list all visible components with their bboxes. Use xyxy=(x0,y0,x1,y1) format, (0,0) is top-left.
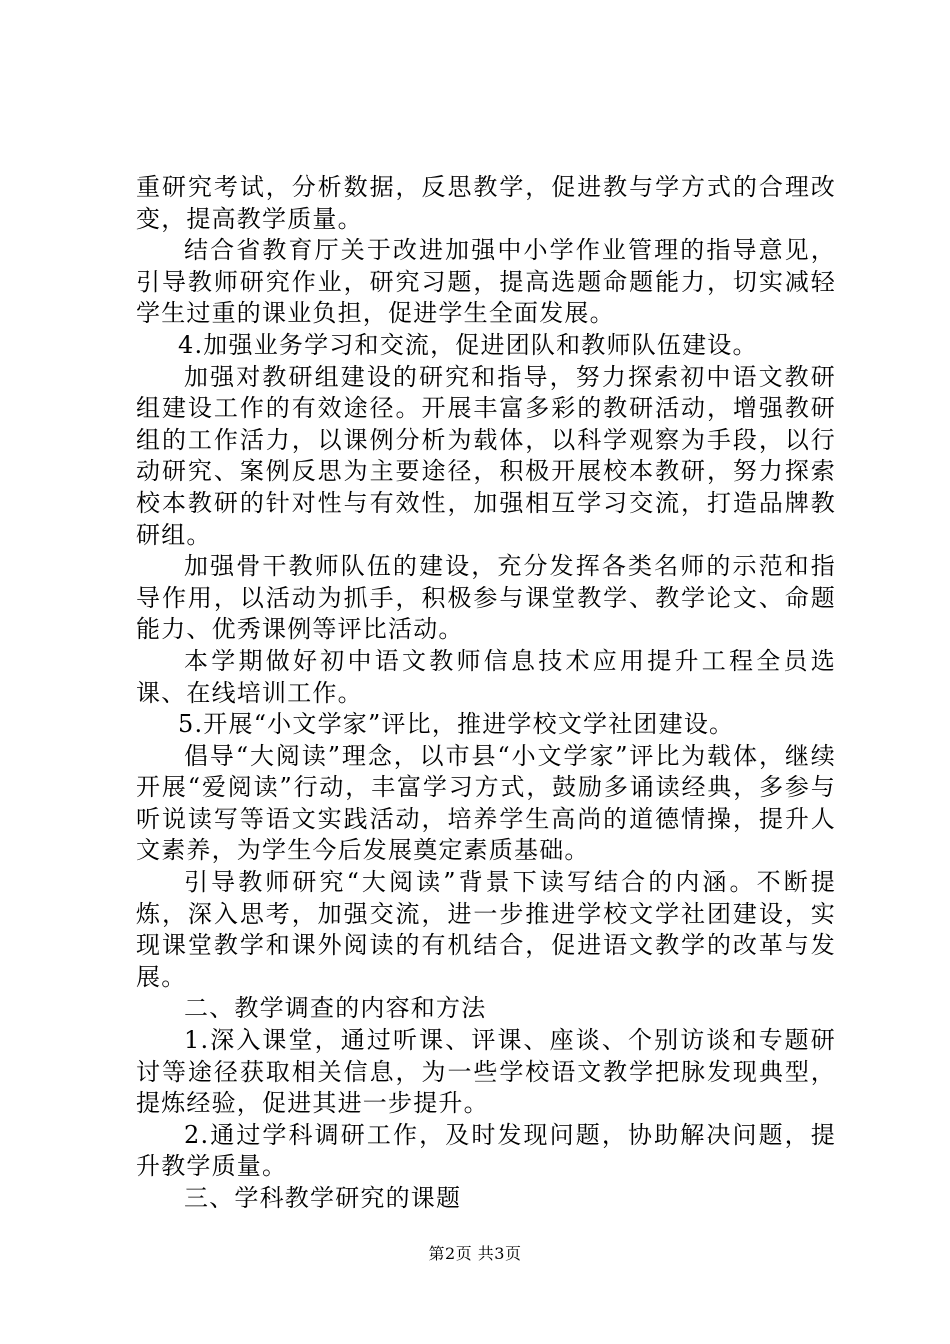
paragraph-research-group: 加强对教研组建设的研究和指导，努力探索初中语文教研组建设工作的有效途径。开展丰富多彩的教研活动，增强教研组的工作活力，以课例分析为载体，以科学观察为手段，以行动研究、案例反思为主要途径，积极开展校本教研，努力探索校本教研的针对性与有效性，加强相互学习交流，打造品牌教研组。 xyxy=(136,362,836,549)
paragraph-homework-guidance: 结合省教育厅关于改进加强中小学作业管理的指导意见，引导教师研究作业，研究习题，提高选题命题能力，切实减轻学生过重的课业负担，促进学生全面发展。 xyxy=(136,236,836,328)
paragraph-method-2: 2.通过学科调研工作，及时发现问题，协助解决问题，提升教学质量。 xyxy=(136,1120,836,1181)
page-footer xyxy=(0,1244,950,1264)
paragraph-backbone-teachers: 加强骨干教师队伍的建设，充分发挥各类名师的示范和指导作用，以活动为抓手，积极参与课堂教学、教学论文、命题能力、优秀课例等评比活动。 xyxy=(136,552,836,644)
document-body xyxy=(136,172,836,1215)
page-number-label: 第2页 共3页 xyxy=(428,1244,522,1263)
paragraph-continuation: 重研究考试，分析数据，反思教学，促进教与学方式的合理改变，提高教学质量。 xyxy=(136,173,836,233)
heading-item-4: 4.加强业务学习和交流，促进团队和教师队伍建设。 xyxy=(178,330,758,359)
paragraph-big-reading: 倡导“大阅读”理念，以市县“小文学家”评比为载体，继续开展“爱阅读”行动，丰富学习方式，鼓励多诵读经典，多参与听说读写等语文实践活动，培养学生高尚的道德情操，提升人文素养，为学生今后发展奠定素质基础。 xyxy=(136,741,836,865)
paragraph-method-1: 1.深入课堂，通过听课、评课、座谈、个别访谈和专题研讨等途径获取相关信息，为一些学校语文教学把脉发现典型，提炼经验，促进其进一步提升。 xyxy=(136,1026,836,1118)
paragraph-it-training: 本学期做好初中语文教师信息技术应用提升工程全员选课、在线培训工作。 xyxy=(136,646,836,707)
paragraph-reading-writing: 引导教师研究“大阅读”背景下读写结合的内涵。不断提炼，深入思考，加强交流，进一步推进学校文学社团建设，实现课堂教学和课外阅读的有机结合，促进语文教学的改革与发展。 xyxy=(136,868,836,991)
section-heading-2: 二、教学调查的内容和方法 xyxy=(184,994,487,1023)
section-heading-3: 三、学科教学研究的课题 xyxy=(184,1184,462,1212)
heading-item-5: 5.开展“小文学家”评比，推进学校文学社团建设。 xyxy=(178,710,735,739)
